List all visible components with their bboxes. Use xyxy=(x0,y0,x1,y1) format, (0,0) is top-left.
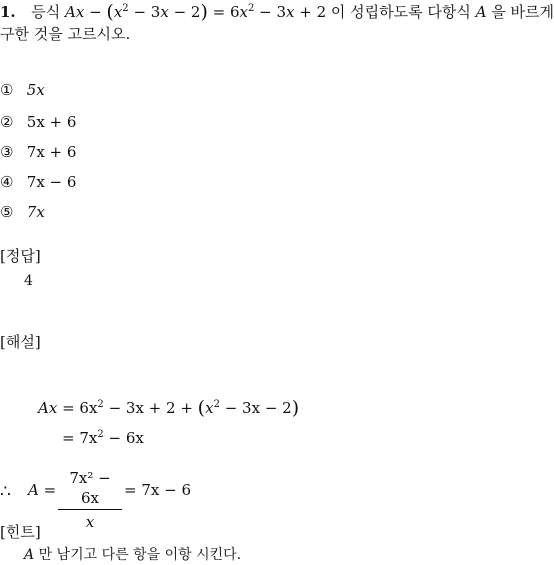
eq1-inner-tail: − 3x − 2 xyxy=(219,399,292,417)
question-variable: A xyxy=(475,3,487,21)
conclusion-result: = 7x − 6 xyxy=(124,481,191,499)
eq1-rhs-a: = 6x xyxy=(62,399,98,417)
eq1-lhs: Ax xyxy=(38,399,58,417)
eq2-tail: − 6x xyxy=(103,429,144,447)
option-expression: 5x + 6 xyxy=(26,113,77,131)
option-3[interactable] xyxy=(0,142,76,162)
eq1-inner: x xyxy=(205,399,214,417)
therefore-symbol: ∴ xyxy=(0,482,11,502)
answer-value: 4 xyxy=(24,273,33,289)
question-line-1 xyxy=(0,2,554,22)
eq1-open-paren: ( xyxy=(197,397,206,419)
option-expression: 7x − 6 xyxy=(26,173,77,191)
equation-line-1 xyxy=(38,398,299,418)
fraction-bar xyxy=(58,509,122,510)
eq2-main: = 7x xyxy=(62,429,98,447)
hint-label: [힌트] xyxy=(0,523,41,541)
option-marker: ① xyxy=(0,81,14,99)
option-expression: 5x xyxy=(26,81,45,99)
question-equation: $Ax - (x^2 - 3x - 2) = 6x^2 - 3x + 2$ xyxy=(65,1,331,23)
question-text-post: 이 성립하도록 다항식 xyxy=(330,3,471,21)
explanation-label: [해설] xyxy=(0,333,41,351)
conclusion-equation xyxy=(0,468,533,531)
question-number: 1. xyxy=(0,3,16,21)
eq1-close-paren: ) xyxy=(291,397,300,419)
question-line-2: 구한 것을 고르시오. xyxy=(0,25,131,43)
fraction-numerator: 7x² − 6x xyxy=(69,469,111,507)
option-marker: ③ xyxy=(0,143,14,161)
question-text-pre: 등식 xyxy=(31,3,61,21)
hint-variable: A xyxy=(24,547,35,563)
option-marker: ② xyxy=(0,113,14,131)
option-marker: ⑤ xyxy=(0,203,14,221)
conclusion-fraction xyxy=(58,468,122,532)
answer-label: [정답] xyxy=(0,247,41,265)
conclusion-lhs xyxy=(28,481,56,499)
option-2[interactable] xyxy=(0,112,76,132)
option-4[interactable] xyxy=(0,172,76,192)
hint-body: 만 남기고 다른 항을 이항 시킨다. xyxy=(34,547,242,563)
eq2-exp: 2 xyxy=(97,429,104,440)
option-1[interactable] xyxy=(0,80,45,100)
option-marker: ④ xyxy=(0,173,14,191)
eq1-exp-a: 2 xyxy=(97,399,104,410)
option-expression: 7x xyxy=(26,203,45,221)
equation-line-2 xyxy=(62,428,144,448)
option-expression: 7x + 6 xyxy=(26,143,77,161)
fraction-denominator: x xyxy=(85,513,95,531)
eq1-rhs-b: − 3x + 2 + xyxy=(103,399,193,417)
eq1-exp-b: 2 xyxy=(213,399,220,410)
option-5[interactable] xyxy=(0,202,45,222)
question-text-tail: 을 바르게 xyxy=(491,3,554,21)
hint-text xyxy=(24,546,241,564)
conclusion-lhs-var: A = xyxy=(28,481,57,499)
